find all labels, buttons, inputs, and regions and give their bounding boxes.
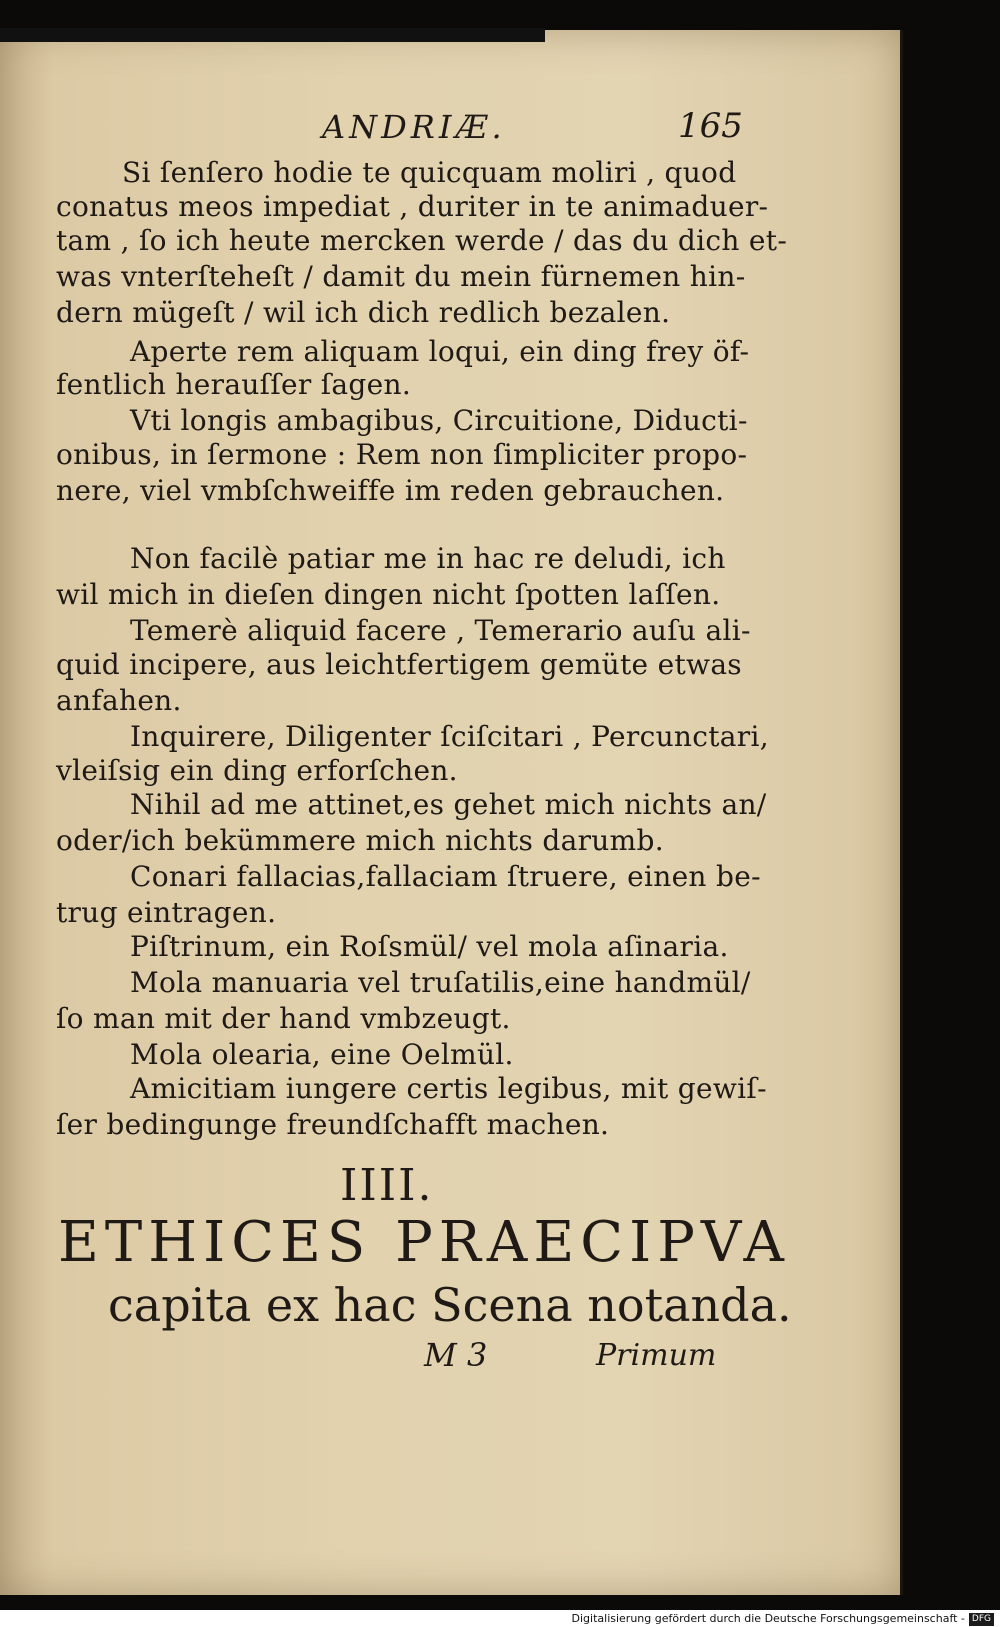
text-line: Mola olearia, eine Oelmül.: [130, 1038, 514, 1071]
text-line: Temerè aliquid facere , Temerario auſu ali-: [130, 614, 751, 647]
text-line: Non facilè patiar me in hac re deludi, ich: [130, 542, 726, 575]
section-number: IIII.: [340, 1160, 434, 1211]
text-line: wil mich in dieſen dingen nicht ſpotten laſſen.: [56, 578, 721, 611]
text-line: ſer bedingunge freundſchafft machen.: [56, 1108, 610, 1141]
text-line: vleiſsig ein ding erforſchen.: [56, 754, 458, 787]
section-title: ETHICES PRAECIPVA: [58, 1210, 790, 1275]
text-line: Vti longis ambagibus, Circuitione, Diducti-: [130, 404, 748, 437]
credit-text: Digitalisierung gefördert durch die Deutsche Forschungsgemeinschaft -: [571, 1612, 965, 1625]
page-number: 165: [678, 106, 743, 146]
running-header: ANDRIÆ.: [322, 108, 506, 146]
text-line: Conari fallacias,fallaciam ſtruere, einen be-: [130, 860, 761, 893]
text-line: nere, viel vmbſchweiffe im reden gebrauchen.: [56, 474, 725, 507]
digitization-credit: [0, 1610, 1000, 1627]
text-line: anfahen.: [56, 684, 182, 717]
signature-mark: M 3: [424, 1336, 488, 1374]
text-line: was vnterſteheſt / damit du mein fürnemen hin-: [56, 260, 746, 293]
dfg-logo-icon: DFG: [969, 1613, 994, 1626]
page-top-edge: [0, 28, 545, 42]
text-line: Aperte rem aliquam loqui, ein ding frey öf-: [130, 335, 750, 368]
text-line: Amicitiam iungere certis legibus, mit gewiſ-: [130, 1072, 767, 1105]
text-line: Nihil ad me attinet,es gehet mich nichts an/: [130, 788, 767, 821]
text-line: Si ſenſero hodie te quicquam moliri , quod: [122, 156, 737, 189]
text-line: Mola manuaria vel truſatilis,eine handmül/: [130, 966, 751, 999]
text-line: onibus, in ſermone : Rem non ſimpliciter propo-: [56, 438, 748, 471]
text-line: tam , ſo ich heute mercken werde / das du dich et-: [56, 224, 788, 257]
text-line: oder/ich bekümmere mich nichts darumb.: [56, 824, 664, 857]
text-line: Piſtrinum, ein Roſsmül/ vel mola aſinaria.: [130, 930, 729, 963]
text-line: ſo man mit der hand vmbzeugt.: [56, 1002, 511, 1035]
catchword: Primum: [596, 1338, 717, 1373]
section-subtitle: capita ex hac Scena notanda.: [108, 1278, 792, 1332]
text-line: fentlich herauſſer ſagen.: [56, 368, 412, 401]
text-line: Inquirere, Diligenter ſciſcitari , Percunctari,: [130, 720, 769, 753]
text-line: trug eintragen.: [56, 896, 277, 929]
text-line: conatus meos impediat , duriter in te animaduer-: [56, 190, 769, 223]
text-line: quid incipere, aus leichtfertigem gemüte etwas: [56, 648, 742, 681]
text-line: dern mügeſt / wil ich dich redlich bezalen.: [56, 296, 671, 329]
